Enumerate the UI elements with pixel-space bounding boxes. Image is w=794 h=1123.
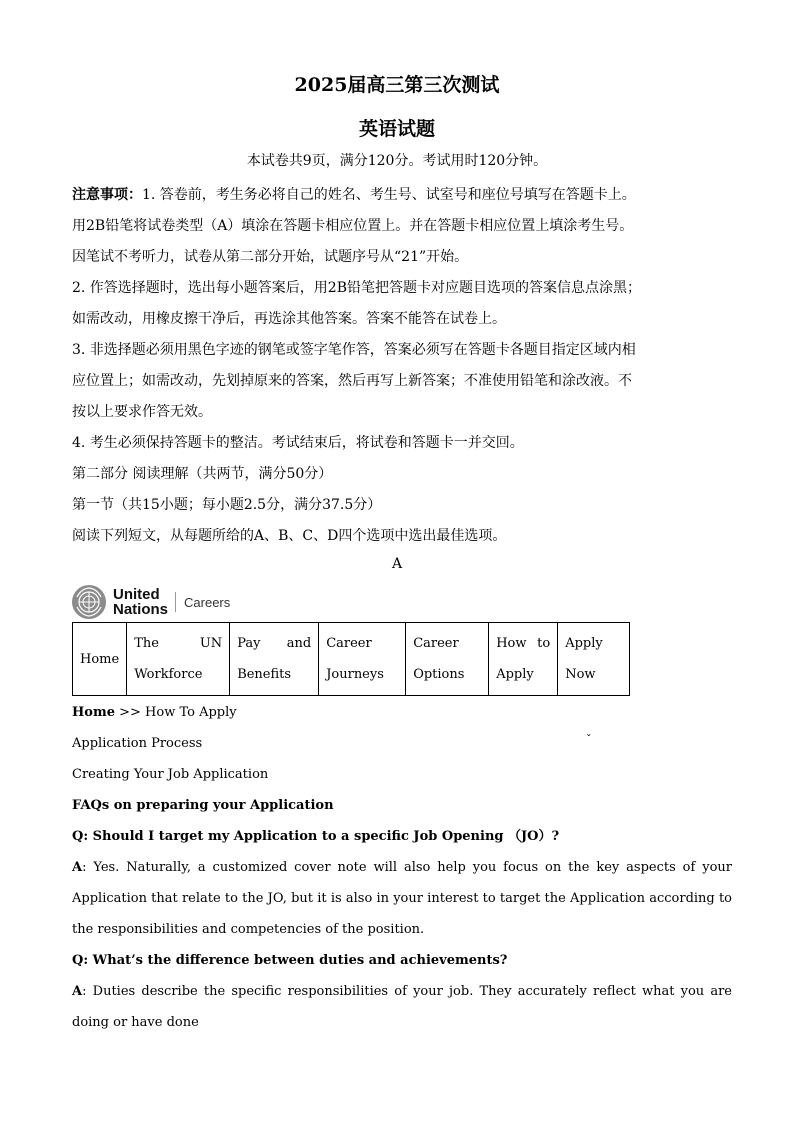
dropdown-caret-icon[interactable]: ˇ xyxy=(586,733,592,746)
faq-heading: FAQs on preparing your Application xyxy=(72,798,334,813)
nav-home[interactable]: Home xyxy=(73,623,127,696)
nav-career-journeys[interactable]: Career Journeys xyxy=(319,623,406,696)
notes-block xyxy=(72,180,732,552)
faq-question-2: Q: What’s the difference between duties and achievements? xyxy=(72,953,508,968)
menu-creating-application[interactable]: Creating Your Job Application xyxy=(72,767,269,782)
notes-line-1: 注意事项：1. 答卷前，考生务必将自己的姓名、考生号、试室号和座位号填写在答题卡上。 xyxy=(72,187,636,203)
nav-pay-benefits[interactable]: Pay and Benefits xyxy=(230,623,319,696)
faq-answer-1: A: Yes. Naturally, a customized cover note will also help you focus on the key aspects of your Application that relate to the JO, but it is also in your interest to target the Application according to the responsibilities and competencies of the position. xyxy=(72,860,732,937)
exam-info: 本试卷共9页，满分120分。考试用时120分钟。 xyxy=(246,153,548,169)
subject-title: 英语试题 xyxy=(358,118,435,140)
breadcrumb-home[interactable]: Home xyxy=(72,705,115,720)
notes-line-6: 3. 非选择题必须用黑色字迹的钢笔或签字笔作答，答案必须写在答题卡各题目指定区域内相 xyxy=(72,342,636,358)
breadcrumb xyxy=(72,697,732,728)
careers-nav-table xyxy=(72,622,630,696)
menu-application-process[interactable]: Application Process xyxy=(72,736,203,751)
notes-label: 注意事项： xyxy=(72,187,142,203)
nav-how-to-apply[interactable]: How to Apply xyxy=(489,623,558,696)
notes-line-7: 应位置上；如需改动，先划掉原来的答案，然后再写上新答案；不准使用铅笔和涂改液。不 xyxy=(72,373,632,389)
notes-line-9: 4. 考生必须保持答题卡的整洁。考试结束后，将试卷和答题卡一并交回。 xyxy=(72,435,524,451)
logo-divider xyxy=(175,592,176,612)
un-name: United Nations xyxy=(113,586,169,618)
notes-line-3: 因笔试不考听力，试卷从第二部分开始，试题序号从“21”开始。 xyxy=(72,249,469,265)
exam-title: 2025届高三第三次测试 xyxy=(294,74,500,96)
notes-line-8: 按以上要求作答无效。 xyxy=(72,404,212,420)
nav-un-workforce[interactable]: The UN Workforce xyxy=(127,623,230,696)
faq-answer-2: A: Duties describe the specific responsibilities of your job. They accurately reflect what you are doing or have done xyxy=(72,984,732,1030)
breadcrumb-current: >> How To Apply xyxy=(114,705,237,720)
passage-body xyxy=(72,697,732,1038)
section-heading: 第一节（共15小题；每小题2.5分，满分37.5分） xyxy=(72,497,382,513)
careers-label: Careers xyxy=(184,594,231,610)
un-emblem-icon xyxy=(72,585,106,619)
faq-question-1: Q: Should I target my Application to a specific Job Opening （JO）? xyxy=(72,829,560,844)
part-heading: 第二部分 阅读理解（共两节，满分50分） xyxy=(72,466,333,482)
notes-line-2: 用2B铅笔将试卷类型（A）填涂在答题卡相应位置上。并在答题卡相应位置上填涂考生号。 xyxy=(72,218,634,234)
passage-label: A xyxy=(391,556,403,572)
reading-instruction: 阅读下列短文，从每题所给的A、B、C、D四个选项中选出最佳选项。 xyxy=(72,528,507,544)
un-careers-logo[interactable] xyxy=(72,585,230,619)
nav-career-options[interactable]: Career Options xyxy=(406,623,489,696)
notes-line-5: 如需改动，用橡皮擦干净后，再选涂其他答案。答案不能答在试卷上。 xyxy=(72,311,506,327)
notes-line-4: 2. 作答选择题时，选出每小题答案后，用2B铅笔把答题卡对应题目选项的答案信息点涂黑； xyxy=(72,280,642,296)
nav-apply-now[interactable]: Apply Now xyxy=(558,623,630,696)
